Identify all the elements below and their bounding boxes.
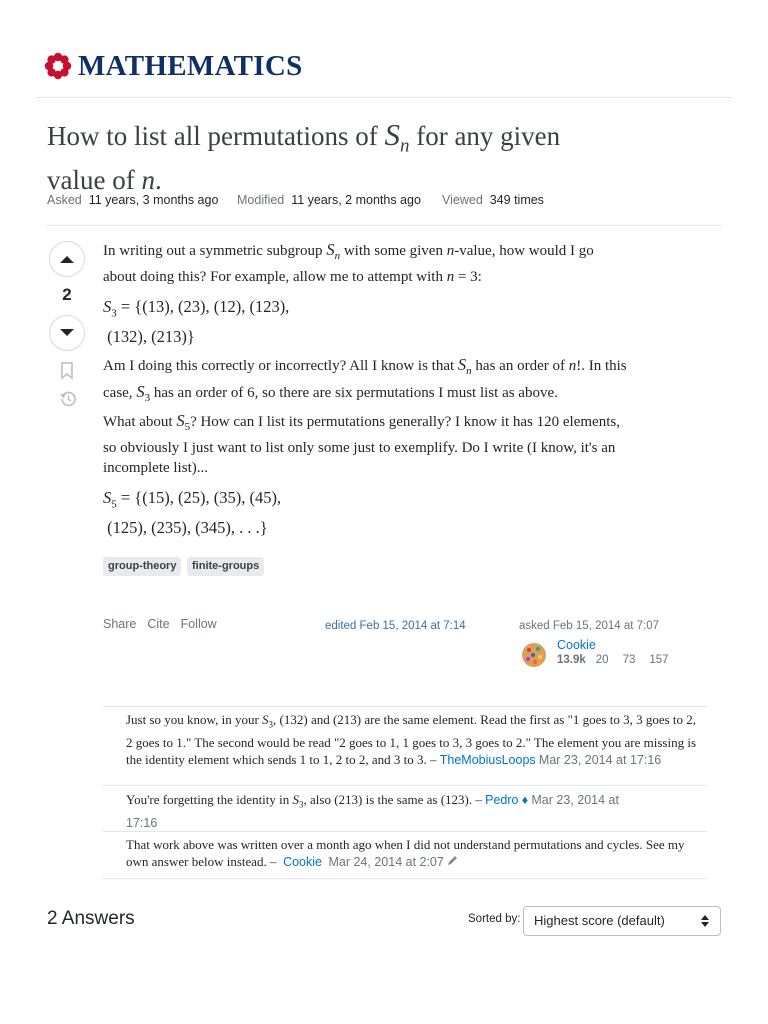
bronze-badges: 157 — [649, 654, 669, 666]
downvote-button[interactable] — [49, 315, 85, 351]
comment-divider — [103, 706, 707, 707]
meta-modified[interactable]: Modified 11 years, 2 months ago — [237, 193, 421, 207]
comment-date[interactable]: Mar 23, 2014 at 17:16 — [538, 752, 662, 767]
comment: That work above was written over a month ago when I did not understand permutations and cycles. See my own answer below instead. – Cookie Mar 24, 2014 at 2:07 — [126, 837, 685, 869]
history-icon[interactable] — [58, 390, 78, 408]
comment-user-link[interactable]: Cookie — [283, 855, 322, 869]
sort-label: Sorted by: — [468, 913, 521, 925]
comment-divider — [103, 831, 707, 832]
site-brand[interactable]: MATHEMATICS — [78, 50, 303, 82]
user-reputation — [557, 654, 683, 666]
header-divider — [36, 97, 732, 98]
edited-link[interactable]: edited Feb 15, 2014 at 7:14 — [325, 620, 466, 632]
select-arrows-icon — [700, 914, 710, 928]
site-logo-icon[interactable] — [44, 52, 72, 80]
answers-count: 2 Answers — [47, 908, 135, 929]
pencil-icon — [447, 855, 458, 866]
bookmark-icon[interactable] — [60, 362, 74, 380]
tag-finite-groups[interactable]: finite-groups — [187, 557, 264, 576]
comment-divider — [103, 878, 707, 879]
gold-badges: 20 — [595, 654, 609, 666]
comment-date-cont[interactable]: 17:16 — [126, 815, 158, 830]
equation-s5: $S_5 = \{(15)$, (25), (35), (45), (125), (235), (345), . . .} — [103, 488, 282, 538]
silver-badges: 73 — [622, 654, 636, 666]
post-actions — [103, 617, 228, 631]
moderator-diamond-icon: ♦ — [521, 793, 529, 807]
follow-link[interactable]: Follow — [180, 617, 217, 631]
asked-date: asked Feb 15, 2014 at 7:07 — [519, 620, 660, 632]
cite-link[interactable]: Cite — [147, 617, 170, 631]
user-name-link[interactable]: Cookie — [557, 638, 596, 652]
sort-select[interactable] — [523, 906, 721, 936]
comment-date[interactable]: Mar 23, 2014 at — [531, 793, 619, 807]
vote-count: 2 — [62, 285, 72, 304]
tag-group-theory[interactable]: group-theory — [103, 557, 181, 576]
title-divider — [47, 225, 721, 226]
equation-s3: $S_3 = \{(13)$, (23), (12), (123), (132), (213)} — [103, 297, 290, 347]
comment: Just so you know, in your $S_3$, (132) and (213) are the same element. Read the first as "1 goes to 3, 3 goes to 2, 2 goes to 1." The second would be read "2 goes to 1, 1 goes to 3, 3 goes to 2." The element you are missing is the identity element which sends 1 to 1, 2 to 2, and 3 to 3. – TheMobiusLoops Mar 23, 2014 at 17:16 — [126, 712, 697, 767]
meta-asked: Asked 11 years, 3 months ago — [47, 193, 219, 207]
sort-select-value: Highest score (default) — [534, 913, 665, 928]
comment-user-link[interactable]: TheMobiusLoops — [439, 752, 536, 767]
question-paragraph-1: In writing out a symmetric subgroup $S_n$ with some given n-value, how would I go about doing this? For example, allow me to attempt with n = 3: — [103, 240, 594, 285]
share-link[interactable]: Share — [103, 617, 137, 631]
question-paragraph-3: What about $S_5$? How can I list its permutations generally? I know it has 120 elements, so obviously I just want to list only some just to exemplify. Do I write (I know, it's an incomplete list)... — [103, 411, 620, 476]
question-title[interactable]: How to list all permutations of $S_n$ for any given value of n. — [47, 117, 561, 196]
reputation-score: 13.9k — [557, 654, 586, 666]
arrow-down-icon — [59, 328, 75, 338]
meta-viewed: Viewed 349 times — [442, 193, 544, 207]
upvote-button[interactable] — [49, 241, 85, 277]
comment-user-link[interactable]: Pedro — [485, 793, 519, 807]
arrow-up-icon — [59, 254, 75, 264]
comment: You're forgetting the identity in $S_3$, also (213) is the same as (123). – Pedro ♦ Mar 23, 2014 at 17:16 — [126, 792, 619, 830]
comment-divider — [103, 785, 707, 786]
question-paragraph-2: Am I doing this correctly or incorrectly? All I know is that $S_n$ has an order of n!. In this case, $S_3$ has an order of 6, so there are six permutations I must list as above. — [103, 355, 627, 404]
user-avatar[interactable] — [521, 642, 547, 668]
comment-date[interactable]: Mar 24, 2014 at 2:07 — [328, 855, 444, 869]
